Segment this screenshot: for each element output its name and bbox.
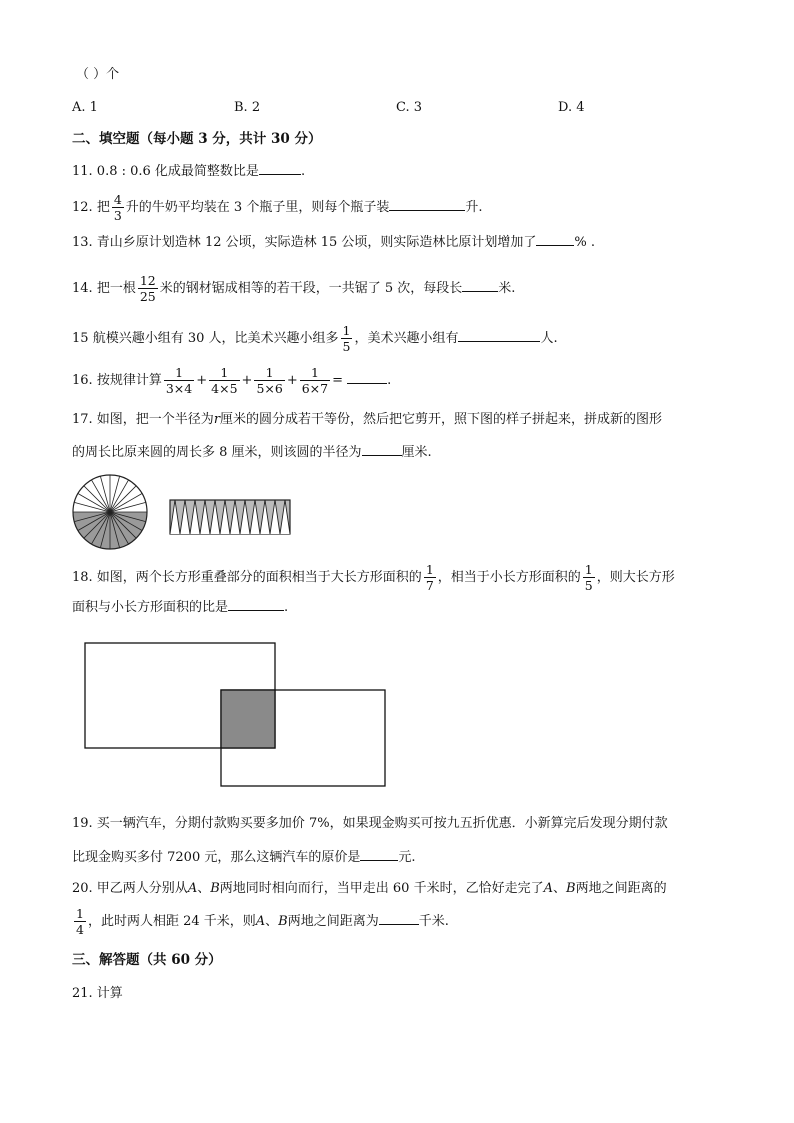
fraction (424, 562, 436, 593)
q20-line1-a: 20. 甲乙两人分别从 (72, 881, 188, 896)
q18-line1-b: ，相当于小长方形面积的 (437, 570, 581, 585)
q15-num: 15 (72, 331, 89, 346)
option-a: A. 1 (72, 100, 98, 115)
point-a: A (255, 914, 266, 929)
question-19-line-1: 19. 买一辆汽车，分期付款购买要多加价 7%，如果现金购买可按九五折优惠．小新算完后发现分期付款 (72, 816, 668, 831)
q18-line2-pre: 面积与小长方形面积的比是 (72, 600, 229, 615)
answer-blank (536, 233, 574, 246)
question-14 (72, 273, 515, 304)
q14-pre: 把一根 (96, 281, 136, 296)
numerator: 1 (425, 562, 434, 577)
answer-blank (462, 279, 498, 292)
sectored-circle-figure (70, 472, 150, 552)
question-18-line-1 (72, 562, 675, 593)
q20-line2-end: 千米. (418, 914, 449, 929)
q16-num: 16. (72, 373, 93, 388)
equals-sign: = (332, 373, 344, 388)
answer-blank (228, 598, 284, 611)
q11-text: 11. 0.8 : 0.6 化成最简整数比是 (72, 164, 259, 179)
q12-pre: 把 (96, 200, 110, 215)
question-15 (72, 323, 558, 354)
rearranged-strip-figure (168, 498, 294, 538)
q12-end: 升. (465, 200, 483, 215)
point-b: B (210, 881, 220, 896)
separator: 、 (197, 881, 211, 896)
q19-line2-end: 元. (398, 850, 416, 865)
answer-blank (458, 329, 540, 342)
q15-end: 人. (540, 331, 558, 346)
denominator: 6×7 (301, 381, 329, 396)
q20-line2-b: 两地之间距离为 (287, 914, 379, 929)
option-c: C. 3 (396, 100, 423, 115)
q17-line1-pre: 17. 如图，把一个半径为 (72, 412, 214, 427)
q17-line2-pre: 的周长比原来圆的周长多 8 厘米，则该圆的半径为 (72, 445, 362, 460)
variable-r: r (213, 412, 221, 427)
numerator: 1 (300, 365, 330, 381)
option-b: B. 2 (234, 100, 261, 115)
q20-line1-c: 两地之间距离的 (575, 881, 667, 896)
fraction (583, 562, 595, 593)
plus-sign: + (196, 373, 208, 388)
fraction (341, 323, 353, 354)
numerator: 12 (139, 273, 156, 288)
q14-num: 14. (72, 281, 93, 296)
q13-end: % . (574, 235, 596, 250)
section-2-heading: 二、填空题（每小题 3 分，共计 30 分） (72, 131, 322, 147)
question-18-line-2 (72, 598, 288, 617)
sector-line (100, 476, 110, 512)
question-13 (72, 233, 595, 252)
fraction (112, 192, 124, 223)
q12-mid: 升的牛奶平均装在 3 个瓶子里，则每个瓶子装 (125, 200, 390, 215)
denominator: 5 (342, 339, 351, 354)
numerator: 1 (76, 906, 84, 921)
q20-line1-b: 两地同时相向而行，当甲走出 60 千米时，乙恰好走完了 (219, 881, 544, 896)
point-b: B (278, 914, 288, 929)
overlap-region (221, 690, 275, 748)
point-a: A (187, 881, 198, 896)
sector-line (110, 502, 146, 512)
separator: 、 (552, 881, 566, 896)
question-17-line-1 (72, 411, 662, 429)
q15-mid: ，美术兴趣小组有 (354, 331, 459, 346)
question-11 (72, 162, 305, 181)
q14-end: 米. (498, 281, 516, 296)
sector-line (110, 476, 120, 512)
q15-pre: 航模兴趣小组有 30 人，比美术兴趣小组多 (92, 331, 339, 346)
plus-sign: + (286, 373, 298, 388)
separator: 、 (265, 914, 279, 929)
denominator: 3 (113, 208, 122, 223)
fraction (164, 365, 194, 396)
q17-line1-post: 厘米的圆分成若干等份，然后把它剪开，照下图的样子拼起来，拼成新的图形 (220, 412, 663, 427)
answer-blank (347, 371, 387, 384)
question-21: 21. 计算 (72, 986, 123, 1001)
option-d: D. 4 (558, 100, 585, 115)
q12-num: 12. (72, 200, 93, 215)
question-17-line-2 (72, 443, 432, 462)
question-16 (72, 365, 391, 396)
denominator: 25 (139, 289, 156, 304)
q16-end: . (387, 373, 392, 388)
answer-blank (259, 162, 301, 175)
denominator: 5 (584, 578, 593, 593)
answer-blank (379, 912, 419, 925)
q18-line2-end: . (284, 600, 289, 615)
question-12 (72, 192, 482, 223)
answer-blank (362, 443, 402, 456)
numerator: 1 (584, 562, 593, 577)
overlapping-rectangles-figure (84, 642, 390, 790)
q16-pre: 按规律计算 (96, 373, 162, 388)
question-20-line-2 (72, 906, 449, 937)
denominator: 3×4 (165, 381, 193, 396)
denominator: 5×6 (256, 381, 283, 396)
question-19-line-2 (72, 848, 416, 867)
q19-line2-pre: 比现金购买多付 7200 元，那么这辆汽车的原价是 (72, 850, 361, 865)
answer-blank (389, 198, 465, 211)
q13-text: 13. 青山乡原计划造林 12 公顷，实际造林 15 公顷，则实际造林比原计划增加了 (72, 235, 537, 250)
numerator: 1 (254, 365, 284, 381)
denominator: 4 (76, 922, 84, 937)
denominator: 7 (425, 578, 434, 593)
denominator: 4×5 (211, 381, 238, 396)
fraction (254, 365, 284, 396)
fraction (138, 273, 158, 304)
numerator: 4 (113, 192, 122, 207)
section-3-heading: 三、解答题（共 60 分） (72, 952, 222, 968)
q17-line2-end: 厘米. (401, 445, 432, 460)
numerator: 1 (164, 365, 194, 381)
fraction (209, 365, 239, 396)
fraction (300, 365, 330, 396)
numerator: 1 (209, 365, 239, 381)
sector-line (74, 502, 110, 512)
answer-blank (360, 848, 398, 861)
q14-mid: 米的钢材锯成相等的若干段，一共锯了 5 次，每段长 (159, 281, 463, 296)
point-a: A (543, 881, 553, 896)
q11-end: . (300, 164, 306, 179)
plus-sign: + (241, 373, 253, 388)
numerator: 1 (342, 323, 351, 338)
q18-line1-c: ，则大长方形 (596, 570, 675, 585)
q20-line2-a: ，此时两人相距 24 千米，则 (87, 914, 256, 929)
question-10-tail: （ ）个 (76, 67, 120, 82)
point-b: B (566, 881, 576, 896)
fraction (74, 906, 86, 937)
question-20-line-1 (72, 880, 667, 898)
q18-line1-a: 18. 如图，两个长方形重叠部分的面积相当于大长方形面积的 (72, 570, 422, 585)
